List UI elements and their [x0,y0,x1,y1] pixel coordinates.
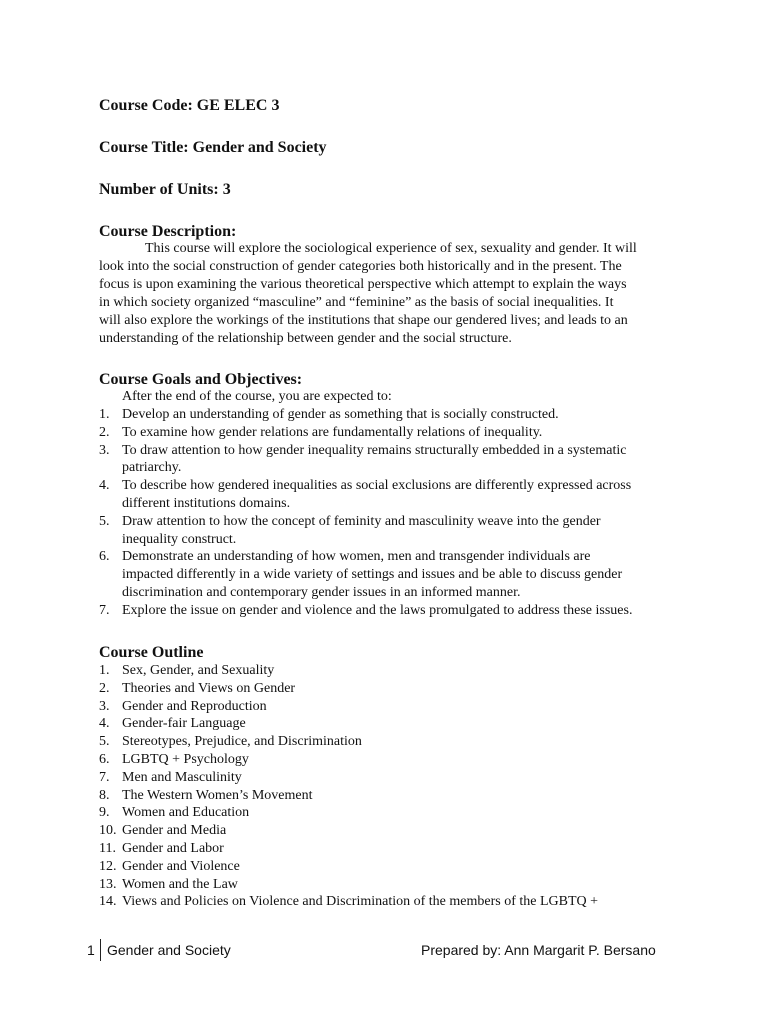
goal-item [99,406,632,424]
goal-text: impacted differently in a wide variety of settings and issues and be able to discuss gender [122,567,623,583]
course-code: Course Code: GE ELEC 3 [99,97,280,114]
goals-intro: After the end of the course, you are expected to: [122,389,392,404]
footer-divider [100,939,101,961]
goal-text: Draw attention to how the concept of feminity and masculinity weave into the gender [122,513,601,529]
outline-text: Women and the Law [122,876,238,892]
outline-number: 1. [99,663,110,678]
description-line: in which society organized “masculine” and “feminine” as the basis of social inequalities. It [99,295,614,310]
outline-item [99,858,598,876]
footer-title: Gender and Society [107,942,231,958]
goal-item [99,602,632,620]
outline-text: Gender and Violence [122,858,240,874]
outline-item [99,840,598,858]
outline-item [99,698,598,716]
description-line: look into the social construction of gender categories both historically and in the present. The [99,259,622,274]
course-description-heading: Course Description: [99,223,237,240]
outline-number: 11. [99,840,116,856]
goal-number: 6. [99,549,110,565]
outline-list [99,662,598,911]
course-outline-heading: Course Outline [99,644,204,661]
outline-number: 3. [99,698,110,714]
outline-item [99,769,598,787]
outline-text: Gender and Reproduction [122,698,267,714]
goal-number: 5. [99,513,110,529]
goal-number: 3. [99,442,110,458]
outline-item [99,787,598,805]
outline-text: LGBTQ + Psychology [122,751,249,767]
outline-number: 12. [99,858,117,874]
course-description [99,240,673,348]
goal-text: To describe how gendered inequalities as social exclusions are differently expressed across [122,478,632,494]
outline-number: 7. [99,769,110,785]
description-line: will also explore the workings of the institutions that shape our gendered lives; and leads to an [99,313,628,328]
goal-number: 7. [99,602,110,618]
goal-text: inequality construct. [122,531,237,547]
goal-number: 1. [99,407,110,422]
outline-number: 9. [99,805,110,821]
outline-item [99,893,598,911]
outline-number: 6. [99,751,110,767]
goal-item [99,424,632,442]
description-line: This course will explore the sociological experience of sex, sexuality and gender. It will [145,241,637,256]
goal-text: different institutions domains. [122,495,291,511]
outline-item [99,876,598,894]
outline-item [99,662,598,680]
goal-item [99,548,632,601]
outline-item [99,822,598,840]
outline-number: 13. [99,876,117,892]
outline-number: 5. [99,734,110,750]
outline-text: Gender and Labor [122,840,224,856]
outline-item [99,715,598,733]
outline-text: Gender and Media [122,823,227,839]
course-title: Course Title: Gender and Society [99,139,327,156]
goal-number: 2. [99,424,110,440]
goal-text: Demonstrate an understanding of how women, men and transgender individuals are [122,549,591,565]
goal-item [99,442,632,478]
outline-number: 4. [99,716,110,732]
outline-item [99,751,598,769]
goal-text: Develop an understanding of gender as something that is socially constructed. [122,407,559,422]
page-number: 1 [87,942,95,958]
number-of-units: Number of Units: 3 [99,181,231,198]
goals-heading: Course Goals and Objectives: [99,371,303,388]
outline-number: 8. [99,787,110,803]
goal-text: discrimination and contemporary gender issues in an informed manner. [122,584,521,600]
prepared-by: Prepared by: Ann Margarit P. Bersano [421,942,656,958]
outline-item [99,804,598,822]
outline-number: 14. [99,894,117,910]
outline-text: Sex, Gender, and Sexuality [122,663,275,678]
description-line: focus is upon examining the various theoretical perspective which attempt to explain the ways [99,277,627,292]
goal-text: To draw attention to how gender inequality remains structurally embedded in a systematic [122,442,627,458]
outline-item [99,733,598,751]
outline-number: 10. [99,823,117,839]
outline-text: Views and Policies on Violence and Discrimination of the members of the LGBTQ + [122,894,599,910]
outline-item [99,680,598,698]
goals-list [99,406,632,620]
goal-text: Explore the issue on gender and violence and the laws promulgated to address these issues. [122,602,633,618]
description-line: understanding of the relationship between gender and the social structure. [99,331,512,346]
outline-text: Women and Education [122,805,250,821]
goal-text: To examine how gender relations are fundamentally relations of inequality. [122,424,543,440]
outline-text: Theories and Views on Gender [122,680,296,696]
outline-text: The Western Women’s Movement [122,787,313,803]
outline-text: Stereotypes, Prejudice, and Discrimination [122,734,362,750]
goal-item [99,477,632,513]
outline-number: 2. [99,680,110,696]
goal-text: patriarchy. [122,460,182,476]
goal-item [99,513,632,549]
outline-text: Men and Masculinity [122,769,242,785]
goal-number: 4. [99,478,110,494]
outline-text: Gender-fair Language [122,716,246,732]
